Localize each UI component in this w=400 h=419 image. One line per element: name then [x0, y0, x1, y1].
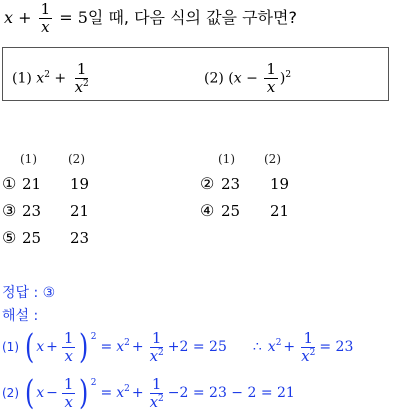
choice-2-value-1: 23 [221, 175, 241, 193]
subquestion-2-label: (2) [204, 70, 224, 87]
choice-4-value-1: 25 [221, 202, 241, 220]
question-prompt: 일 때, 다음 식의 값을 구하면? [87, 8, 297, 27]
choice-1-number: ① [2, 174, 17, 193]
subquestion-1-frac-den: $x^2$ [74, 78, 89, 96]
solution-1-lhs-fraction: $\frac{1}{x}$ [63, 328, 74, 365]
therefore-symbol: ∴ [252, 339, 262, 355]
question-equals: = 5 [54, 8, 88, 27]
solution-1-lhs-power: 2 [90, 332, 97, 342]
choice-2[interactable] [200, 174, 290, 193]
solution-1-concl-power: 2 [275, 338, 282, 348]
choice-1-value-2: 19 [70, 175, 90, 193]
solution-1-left-paren: ( [24, 327, 35, 367]
choice-4[interactable] [200, 201, 290, 220]
subquestion-2-close-paren: ) [279, 70, 286, 87]
solution-2-lhs-power: 2 [90, 378, 97, 388]
solution-1-label: (1) [2, 340, 19, 354]
question-text [4, 2, 297, 35]
solution-1-concl-x: x [267, 339, 276, 355]
choice-5-number: ⑤ [2, 228, 17, 247]
choice-1-value-1: 21 [22, 175, 42, 193]
subquestion-2-minus: − [241, 70, 263, 87]
solution-1-rhs-plus: + [131, 339, 144, 355]
question-fraction [39, 2, 53, 35]
subquestion-2 [204, 62, 291, 95]
choice-5-value-2: 23 [70, 229, 90, 247]
solution-line-1 [2, 327, 354, 367]
solution-1-right-paren: ) [79, 327, 89, 367]
solution-2-rhs-x: x [116, 385, 125, 401]
subquestion-1-power: 2 [44, 69, 50, 80]
subquestion-2-var: x [233, 70, 242, 87]
subquestion-1 [12, 62, 93, 95]
choice-3-value-2: 21 [70, 202, 90, 220]
choice-1[interactable] [2, 174, 90, 193]
subquestion-2-frac-den: x [266, 78, 276, 96]
subquestion-1-plus: + [49, 70, 71, 87]
choice-3-value-1: 23 [22, 202, 42, 220]
choice-3[interactable] [2, 201, 90, 220]
solution-1-rhs-power: 2 [124, 338, 130, 348]
subquestion-1-base: x [36, 70, 45, 87]
choice-2-number: ② [200, 174, 215, 193]
solution-2-rhs-tail: −2 = 23 − 2 = 21 [167, 385, 295, 401]
solution-1-eq: = [100, 339, 113, 355]
solution-1-lhs-x: x [36, 339, 45, 355]
choices-header-right-1: (1) [218, 152, 235, 166]
solution-1-concl-tail: = 23 [319, 339, 354, 355]
solution-2-lhs-x: x [36, 385, 45, 401]
solution-1-concl-fraction: $\frac{1}{x^2}$ [301, 328, 316, 365]
solution-2-right-paren: ) [79, 373, 89, 413]
solution-2-rhs-fraction: $\frac{1}{x^2}$ [149, 374, 164, 411]
choice-4-number: ④ [200, 201, 215, 220]
solution-1-lhs-plus: + [46, 339, 58, 355]
subquestion-2-fraction [264, 62, 278, 95]
subquestion-2-frac-num: 1 [266, 60, 276, 78]
solution-1-rhs-x: x [116, 339, 125, 355]
solution-2-rhs-power: 2 [124, 384, 130, 394]
choices-header-right-2: (2) [264, 152, 281, 166]
choice-3-number: ③ [2, 201, 17, 220]
solution-line-2 [2, 373, 295, 413]
subquestion-2-power: 2 [285, 69, 292, 80]
question-var: x [4, 8, 14, 27]
choices-header-left-1: (1) [20, 152, 37, 166]
choices-header-left-2: (2) [68, 152, 85, 166]
subquestion-1-fraction [73, 62, 91, 95]
subquestion-1-label: (1) [12, 70, 32, 87]
solution-label: 해설 : [2, 308, 39, 324]
solution-2-lhs-fraction: $\frac{1}{x}$ [63, 374, 74, 411]
solution-1-rhs-fraction: $\frac{1}{x^2}$ [149, 328, 164, 365]
solution-1-concl-plus: + [283, 339, 296, 355]
subquestion-2-open-paren: ( [228, 70, 234, 87]
choice-5-value-1: 25 [22, 229, 42, 247]
choice-4-value-2: 21 [270, 202, 290, 220]
solution-2-rhs-plus: + [131, 385, 144, 401]
choice-5[interactable] [2, 228, 90, 247]
solution-2-lhs-minus: − [46, 385, 58, 401]
solution-2-eq: = [100, 385, 113, 401]
subquestion-1-frac-num: 1 [76, 60, 87, 78]
question-plus: + [13, 8, 37, 27]
question-frac-den: x [41, 18, 50, 36]
solution-2-left-paren: ( [24, 373, 35, 413]
solution-1-rhs-tail: +2 = 25 [167, 339, 227, 355]
solution-2-label: (2) [2, 386, 19, 400]
choice-2-value-2: 19 [270, 175, 290, 193]
answer-label: 정답 : ③ [2, 285, 56, 301]
question-frac-num: 1 [40, 0, 51, 18]
